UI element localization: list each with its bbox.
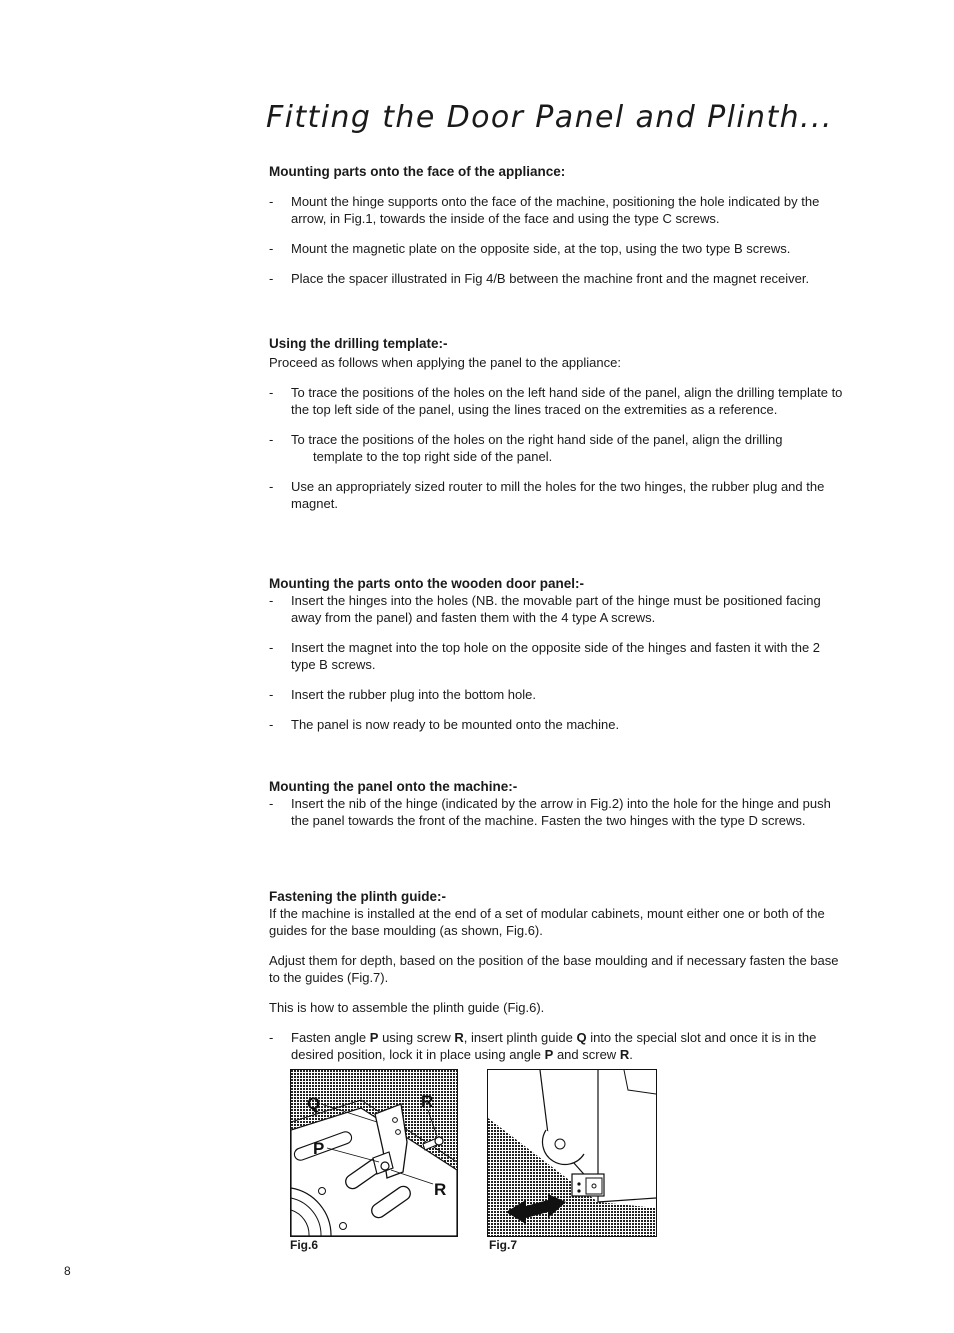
- part-label: R: [454, 1030, 464, 1045]
- instruction-list: [269, 795, 843, 829]
- label-q: Q: [307, 1094, 321, 1113]
- part-label: P: [369, 1030, 379, 1045]
- figure-6-plinth-guide-assembly: [290, 1069, 458, 1237]
- section-panel-machine: [269, 778, 843, 829]
- instruction-list: [269, 384, 843, 512]
- section-plinth-guide: [269, 888, 843, 1063]
- list-item: - Fasten angle P using screw R, insert plinth guide Q into the special slot and once it is in the desired position, lock it in place using angle P and screw R.: [269, 1029, 843, 1063]
- instruction-list: [269, 1029, 843, 1063]
- list-item: - Mount the hinge supports onto the face of the machine, positioning the hole indicated by the arrow, in Fig.1, towards the inside of the face and using the type C screws.: [269, 193, 843, 227]
- figure-7-plinth-installed: [487, 1069, 657, 1237]
- label-p: P: [313, 1139, 325, 1158]
- section-heading: Mounting the panel onto the machine:-: [269, 779, 518, 794]
- list-item: [269, 431, 843, 465]
- list-item: - Mount the magnetic plate on the opposite side, at the top, using the two type B screws.: [269, 240, 843, 257]
- list-item: - Insert the nib of the hinge (indicated by the arrow in Fig.2) into the hole for the hinge and push the panel towards the front of the machine. Fasten the two hinges with the type D screws.: [269, 795, 843, 829]
- label-r-top: R: [421, 1092, 434, 1111]
- figure-6-caption: Fig.6: [290, 1238, 319, 1252]
- list-item: - Insert the magnet into the top hole on the opposite side of the hinges and fasten it with the 2 type B screws.: [269, 639, 843, 673]
- label-r-bottom: R: [434, 1180, 447, 1199]
- instruction-list: [269, 193, 843, 287]
- list-item: - Insert the rubber plug into the bottom hole.: [269, 686, 843, 703]
- part-label: R: [619, 1047, 630, 1062]
- paragraph: If the machine is installed at the end of a set of modular cabinets, mount either one or both of the guides for the base moulding (as shown, Fig.6).: [269, 906, 825, 938]
- part-label: Q: [576, 1030, 587, 1045]
- list-item: - Place the spacer illustrated in Fig 4/B between the machine front and the magnet receiver.: [269, 270, 843, 287]
- section-heading: Fastening the plinth guide:-: [269, 889, 446, 904]
- section-heading: Mounting the parts onto the wooden door panel:-: [269, 576, 584, 591]
- section-heading: Mounting parts onto the face of the appliance:: [269, 164, 566, 179]
- list-item-continuation: template to the top right side of the panel.: [313, 449, 553, 464]
- section-drilling-template: [269, 335, 843, 512]
- plinth-installed-illustration: [488, 1070, 656, 1236]
- figure-7-caption: Fig.7: [489, 1238, 518, 1252]
- section-face-mounting: [269, 163, 843, 287]
- part-label: P: [544, 1047, 554, 1062]
- page-title: Fitting the Door Panel and Plinth...: [266, 100, 833, 135]
- section-intro: Proceed as follows when applying the panel to the appliance:: [269, 355, 621, 370]
- page-number: 8: [64, 1264, 71, 1278]
- list-item: - The panel is now ready to be mounted onto the machine.: [269, 716, 843, 733]
- section-wooden-panel: [269, 575, 843, 733]
- plinth-guide-illustration: [291, 1070, 457, 1236]
- list-item: - Use an appropriately sized router to mill the holes for the two hinges, the rubber plug and the magnet.: [269, 478, 843, 512]
- section-heading: Using the drilling template:-: [269, 336, 448, 351]
- paragraph: Adjust them for depth, based on the position of the base moulding and if necessary fasten the base to the guides (Fig.7).: [269, 953, 839, 985]
- list-item: - To trace the positions of the holes on the left hand side of the panel, align the drilling template to the top left side of the panel, using the lines traced on the extremities as a reference.: [269, 384, 843, 418]
- paragraph: This is how to assemble the plinth guide (Fig.6).: [269, 1000, 545, 1015]
- instruction-list: [269, 592, 843, 733]
- list-item-text: To trace the positions of the holes on the right hand side of the panel, align the drilling: [291, 432, 783, 447]
- list-item: - Insert the hinges into the holes (NB. the movable part of the hinge must be positioned facing away from the panel) and fasten them with the 4 type A screws.: [269, 592, 843, 626]
